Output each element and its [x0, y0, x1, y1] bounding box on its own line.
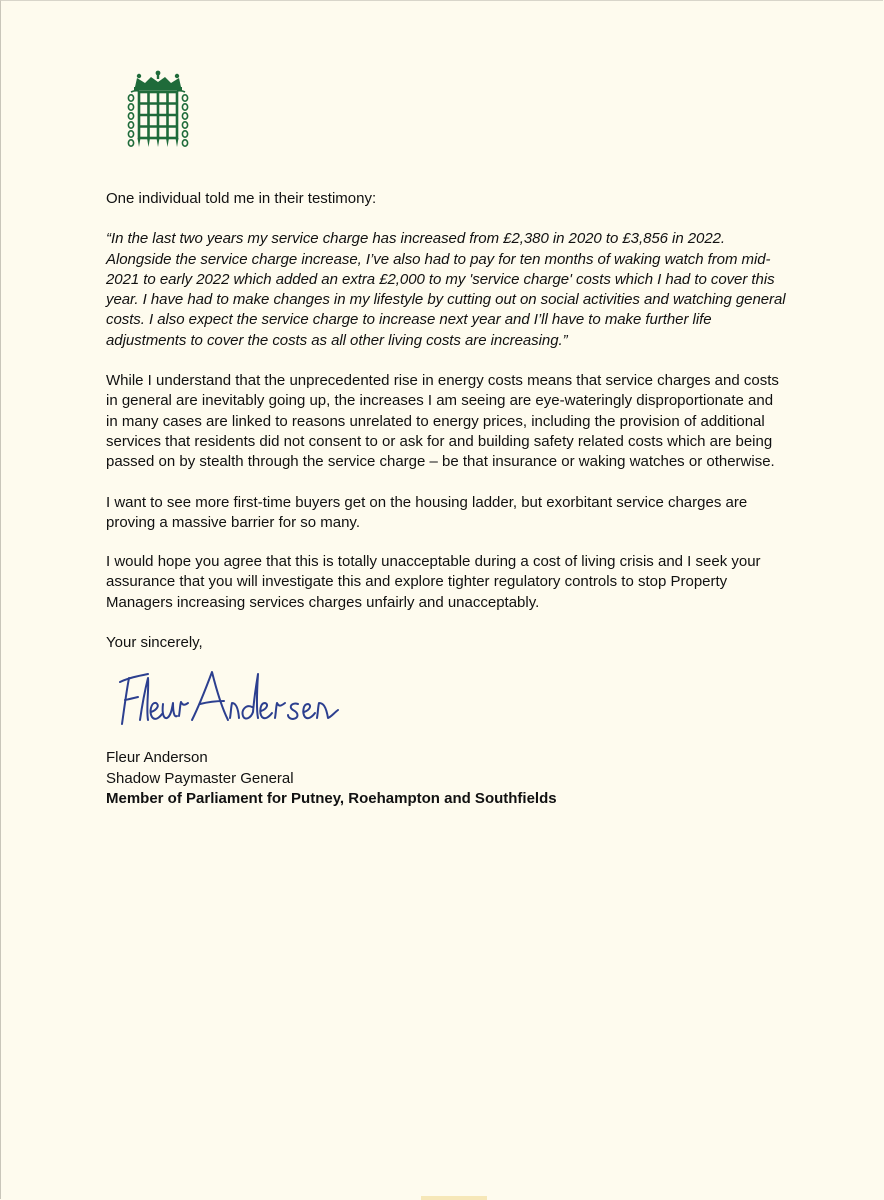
- signatory-name: Fleur Anderson: [106, 749, 208, 766]
- closing-salutation: Your sincerely,: [106, 634, 203, 652]
- body-paragraph-request: I would hope you agree that this is totally unacceptable during a cost of living crisis and I seek your assurance that you will investigate this and explore tighter regulatory controls to stop Property Managers increasing services charges unfairly and unacceptably.: [106, 553, 761, 611]
- signatory-title: Shadow Paymaster General: [106, 769, 294, 787]
- body-paragraph-energy-costs: While I understand that the unprecedented rise in energy costs means that service charges and costs in general are inevitably going up, the increases I am seeing are eye-wateringly disproportionate and in many cases are linked to reasons unrelated to energy prices, including the provision of additional services that residents did not consent to or ask for and building safety related costs which are being passed on by stealth through the service charge – be that insurance or waking watches or otherwise.: [106, 372, 779, 471]
- body-paragraph-first-time-buyers: I want to see more first-time buyers get on the housing ladder, but exorbitant service charges are proving a massive barrier for so many.: [106, 493, 748, 531]
- testimony-quote: “In the last two years my service charge has increased from £2,380 in 2020 to £3,856 in 2022. Alongside the service charge increase, I’ve also had to pay for ten months of waking watch from mid-2021 to early 2022 which added an extra £2,000 to my 'service charge' costs which I had to cover this year. I have had to make changes in my lifestyle by cutting out on social activities and watching general costs. I also expect the service charge to increase next year and I’ll have to make further life adjustments to cover the costs as all other living costs are increasing.”: [106, 230, 786, 349]
- portcullis-crest-logo: [125, 70, 191, 148]
- handwritten-signature: [118, 668, 354, 730]
- page-edge-tab: [421, 1196, 487, 1200]
- signatory-constituency: Member of Parliament for Putney, Roehampton and Southfields: [106, 790, 557, 807]
- signature-block: [106, 748, 557, 810]
- letter-body: [106, 189, 786, 673]
- intro-paragraph: One individual told me in their testimony:: [106, 190, 377, 207]
